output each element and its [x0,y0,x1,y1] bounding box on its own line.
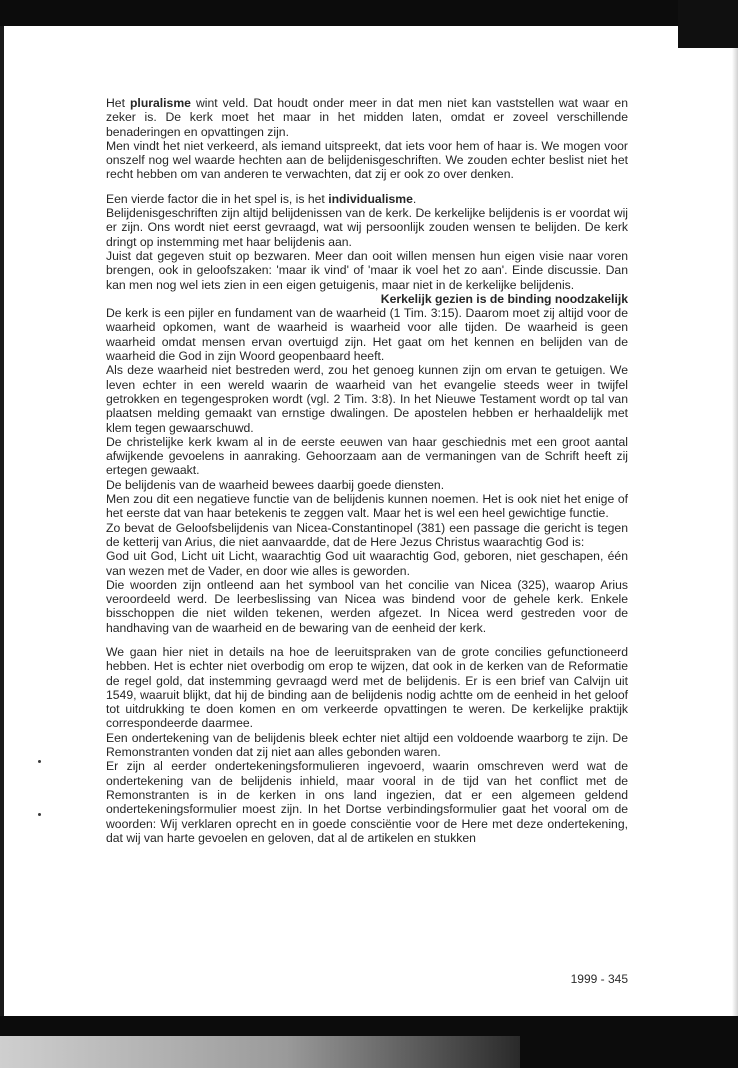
paragraph: We gaan hier niet in details na hoe de leeruitspraken van de grote concilies gefunctioneerd hebben. Het is echter niet overbodig om erop te wijzen, dat ook in de kerken van de Reformatie de regel gold, dat instemming gevraagd werd met de belijdenis. Er is een brief van Calvijn uit 1549, waaruit blijkt, dat hij de binding aan de belijdenis nodig achtte om de eenheid in het geloof tot uitdrukking te doen komen en om verkeerde opvattingen te weren. De kerkelijke praktijk correspondeerde daarmee. [106,644,628,731]
section-pluralisme [106,96,628,182]
paragraph: Als deze waarheid niet bestreden werd, zou het genoeg kunnen zijn om ervan te getuigen. We leven echter in een wereld waarin de waarheid van het evangelie steeds weer in twijfel getrokken en tegengesproken wordt (vgl. 2 Tim. 3:8). In het Nieuwe Testament wordt op tal van plaatsen melding gemaakt van ernstige dwalingen. De apostelen hebben er herhaaldelijk met klem tegen gewaarschuwd. [106,363,628,435]
paragraph: Het pluralisme wint veld. Dat houdt onder meer in dat men niet kan vaststellen wat waar en zeker is. De kerk moet het maar in het midden laten, omdat er zoveel verschillende benaderingen en opvattingen zijn. [106,96,628,139]
margin-mark [38,760,41,763]
paragraph: De kerk is een pijler en fundament van de waarheid (1 Tim. 3:15). Daarom moet zij altijd voor de waarheid opkomen, want de waarheid is waarheid voor alle tijden. De waarheid is geen waarheid omdat mensen ervan overtuigd zijn. Het gaat om het kennen en belijden van de waarheid die God in zijn Woord geopenbaard heeft. [106,306,628,364]
bold-term: pluralisme [129,96,191,110]
section-reformatie [106,645,628,845]
paragraph: Belijdenisgeschriften zijn altijd belijdenissen van de kerk. De kerkelijke belijdenis is er voordat wij er zijn. Ons wordt niet eerst gevraagd, wat wij persoonlijk zouden wensen te belijden. De kerk dringt op instemming met haar belijdenis aan. [106,206,628,249]
paragraph-gap [106,635,628,645]
paragraph-gap [106,182,628,192]
bold-term: individualisme [328,191,413,206]
section-individualisme [106,192,628,292]
scan-bottom-strip [0,1036,520,1068]
section-binding [106,306,628,635]
section-heading: Kerkelijk gezien is de binding noodzakelijk [380,291,628,306]
paragraph: Zo bevat de Geloofsbelijdenis van Nicea-Constantinopel (381) een passage die gericht is tegen de ketterij van Arius, die niet aanvaardde, dat de Here Jezus Christus waarachtig God is: [106,520,628,549]
paragraph: Een ondertekening van de belijdenis bleek echter niet altijd een voldoende waarborg te zijn. De Remonstranten vonden dat zij niet aan alles gebonden waren. [106,730,628,760]
margin-mark [38,813,41,816]
page-body [106,96,628,845]
scan-top-corner [678,0,738,48]
paragraph: Juist dat gegeven stuit op bezwaren. Meer dan ooit willen mensen hun eigen visie naar voren brengen, ook in geloofszaken: 'maar ik vind' of 'maar ik voel het zo aan'. Einde discussie. Dan kan men nog wel iets zien in een eigen getuigenis, maar niet in de kerkelijke belijdenis. [106,248,628,292]
paragraph: Men zou dit een negatieve functie van de belijdenis kunnen noemen. Het is ook niet het enige of het eerste dat van haar betekenis te zeggen valt. Maar het is wel een heel gewichtige functie. [106,492,628,521]
page-number: 1999 - 345 [570,972,628,986]
scan-top-border [0,0,738,26]
scan-left-border [0,26,4,1016]
creed-quote: God uit God, Licht uit Licht, waarachtig God uit waarachtig God, geboren, niet geschapen, één van wezen met de Vader, en door wie alles is geworden. [106,549,628,578]
paragraph: Die woorden zijn ontleend aan het symbool van het concilie van Nicea (325), waarop Arius veroordeeld werd. De leerbeslissing van Nicea was bindend voor de gehele kerk. Enkele bisschoppen die niet wilden tekenen, werden afgezet. In Nicea werd gestreden voor de handhaving van de waarheid en de bewaring van de eenheid der kerk. [106,577,628,635]
paragraph: De belijdenis van de waarheid bewees daarbij goede diensten. [106,477,445,492]
paragraph: Een vierde factor die in het spel is, is het individualisme. [106,191,417,206]
paragraph: De christelijke kerk kwam al in de eerste eeuwen van haar geschiednis met een groot aantal afwijkende gevoelens in aanraking. Gehoorzaam aan de vermaningen van de Schrift heeft zij ertegen gewaakt. [106,434,628,478]
paragraph: Er zijn al eerder ondertekeningsformulieren ingevoerd, waarin omschreven werd wat de ondertekening van de belijdenis inhield, maar vooral in de tijd van het conflict met de Remonstranten is in de kerken in ons land ingezien, dat er een algemeen geldend ondertekeningsformulier moest zijn. In het Dortse verbindingsformulier gaat het vooral om de woorden: Wij verklaren oprecht en in goede consciëntie voor de Here met deze ondertekening, dat wij van harte gevoelen en geloven, dat al de artikelen en stukken [106,759,628,845]
scan-right-edge [732,48,738,1016]
paragraph: Men vindt het niet verkeerd, als iemand uitspreekt, dat iets voor hem of haar is. We mogen voor onszelf nog wel waarde hechten aan de belijdenisgeschriften. We zouden echter beslist niet het recht hebben om van anderen te verwachten, dat zij er ook zo over denken. [106,138,628,182]
